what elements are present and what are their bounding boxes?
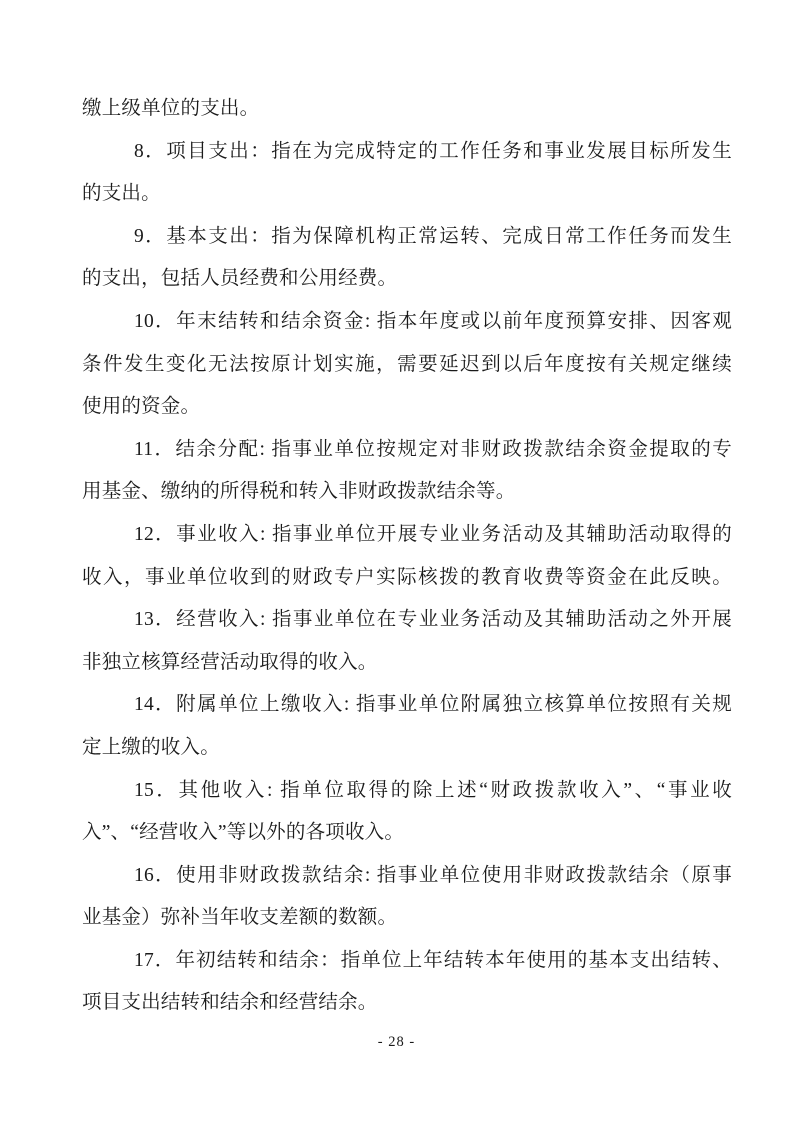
text-line: 项目支出结转和结余和经营结余。 xyxy=(82,992,378,1014)
text-line: 16．使用非财政拨款结余: 指事业单位使用非财政拨款结余（原事 xyxy=(134,864,732,886)
page-number: - 28 - xyxy=(377,1034,416,1050)
text-line: 15．其他收入: 指单位取得的除上述“财政拨款收入”、“事业收 xyxy=(134,779,732,801)
text-line: 14．附属单位上缴收入: 指事业单位附属独立核算单位按照有关规 xyxy=(134,694,732,716)
page-footer xyxy=(0,1034,793,1051)
text-line: 非独立核算经营活动取得的收入。 xyxy=(82,651,378,673)
text-line: 9．基本支出：指为保障机构正常运转、完成日常工作任务而发生 xyxy=(134,225,732,247)
text-line: 的支出。 xyxy=(82,183,161,205)
text-line: 缴上级单位的支出。 xyxy=(82,98,260,119)
text-line: 12．事业收入: 指事业单位开展专业业务活动及其辅助活动取得的 xyxy=(134,523,732,545)
text-line: 使用的资金。 xyxy=(82,396,201,418)
text-line: 收入，事业单位收到的财政专户实际核拨的教育收费等资金在此反映。 xyxy=(82,566,732,588)
text-line: 10．年末结转和结余资金: 指本年度或以前年度预算安排、因客观 xyxy=(134,310,732,332)
text-line: 用基金、缴纳的所得税和转入非财政拨款结余等。 xyxy=(82,481,516,503)
text-line: 条件发生变化无法按原计划实施，需要延迟到以后年度按有关规定继续 xyxy=(82,353,732,375)
text-line: 的支出，包括人员经费和公用经费。 xyxy=(82,268,398,290)
text-line: 8．项目支出：指在为完成特定的工作任务和事业发展目标所发生 xyxy=(134,140,732,162)
text-line: 11．结余分配: 指事业单位按规定对非财政拨款结余资金提取的专 xyxy=(134,438,732,460)
text-line: 17．年初结转和结余：指单位上年结转本年使用的基本支出结转、 xyxy=(134,949,732,971)
text-line: 业基金）弥补当年收支差额的数额。 xyxy=(82,907,398,929)
text-line: 入”、“经营收入”等以外的各项收入。 xyxy=(82,822,405,844)
document-body xyxy=(82,88,732,1025)
text-line: 13．经营收入: 指事业单位在专业业务活动及其辅助活动之外开展 xyxy=(134,609,732,631)
text-line: 定上缴的收入。 xyxy=(82,736,220,758)
